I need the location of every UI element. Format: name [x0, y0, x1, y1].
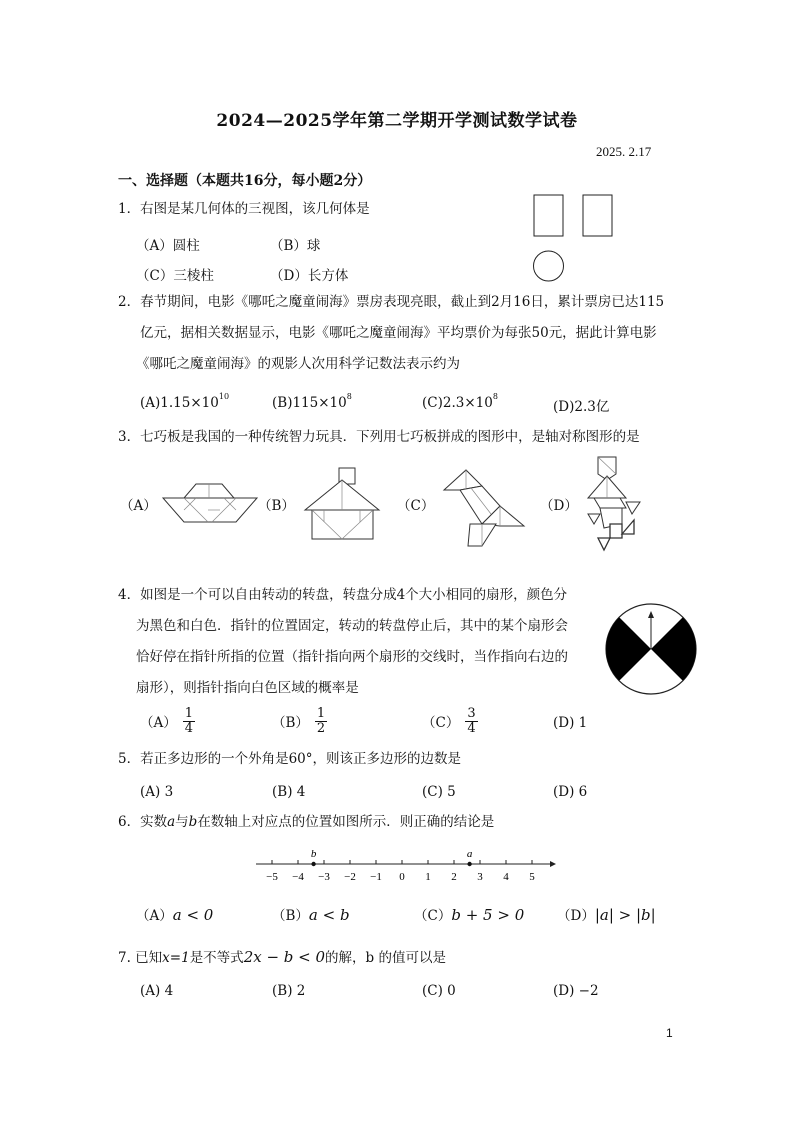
q4-option-a[interactable]: （A） $\frac{1}{4}$ — [140, 706, 194, 736]
exam-title: 2024—2025学年第二学期开学测试数学试卷 — [216, 111, 578, 131]
question-2-line-3: 《哪吒之魔童闹海》的观影人次用科学记数法表示约为 — [136, 356, 460, 372]
top-view-circle — [534, 251, 564, 281]
q2-option-b[interactable]: $(B)115\times 10^8$ — [272, 392, 352, 411]
axis-tick-label: 2 — [451, 871, 457, 883]
tangram-house-figure — [300, 464, 384, 544]
page-number: 1 — [666, 1026, 673, 1040]
axis-tick-label: −3 — [318, 871, 330, 883]
q6-option-c[interactable]: （C）b + 5 > 0 — [414, 906, 525, 924]
axis-tick-label: −5 — [266, 871, 278, 883]
tangram-boat-figure — [160, 474, 260, 526]
q1-option-a[interactable]: （A）圆柱 — [136, 238, 200, 254]
question-4-line-3: 恰好停在指针所指的位置（指针指向两个扇形的交线时，当作指向右边的 — [136, 649, 568, 665]
q6-option-d[interactable]: （D）|a| > |b| — [557, 906, 656, 924]
spinner-figure — [604, 602, 698, 696]
front-view-rect — [534, 195, 563, 236]
axis-tick-label: 1 — [425, 871, 431, 883]
exam-date: 2025. 2.17 — [596, 144, 652, 159]
question-7-text: 7. 已知x=1是不等式2x − b < 0的解，b 的值可以是 — [118, 948, 446, 966]
q3-option-c-label[interactable]: （C） — [397, 498, 435, 514]
q5-option-a[interactable]: (A) 3 — [140, 784, 174, 800]
point-b-label: b — [310, 848, 317, 860]
question-4-line-2: 为黑色和白色．指针的位置固定，转动的转盘停止后，其中的某个扇形会 — [136, 618, 568, 634]
q7-option-b[interactable]: (B) 2 — [272, 983, 306, 999]
q1-option-d[interactable]: （D）长方体 — [270, 268, 349, 284]
axis-tick-label: 4 — [503, 871, 509, 883]
q3-option-a-label[interactable]: （A） — [120, 498, 157, 514]
axis-tick-label: −2 — [344, 871, 356, 883]
point-b — [311, 862, 315, 866]
question-6-text: 6．实数a与b在数轴上对应点的位置如图所示．则正确的结论是 — [118, 814, 495, 830]
question-5-text: 5．若正多边形的一个外角是60°，则该正多边形的边数是 — [118, 751, 462, 767]
q2-option-d[interactable]: (D)2.3亿 — [553, 399, 610, 415]
q5-option-b[interactable]: (B) 4 — [272, 784, 306, 800]
question-1-text: 1．右图是某几何体的三视图，该几何体是 — [118, 201, 370, 217]
side-view-rect — [583, 195, 612, 236]
axis-tick-label: −1 — [370, 871, 382, 883]
axis-tick-label: −4 — [292, 871, 304, 883]
q6-option-b[interactable]: （B）a < b — [272, 906, 350, 924]
axis-tick-label: 5 — [529, 871, 535, 883]
number-line — [250, 842, 560, 888]
q4-option-b[interactable]: （B） $\frac{1}{2}$ — [272, 706, 326, 736]
tangram-figure-person — [582, 454, 654, 554]
q5-option-d[interactable]: (D) 6 — [553, 784, 588, 800]
axis-tick-label: 3 — [477, 871, 483, 883]
q5-option-c[interactable]: (C) 5 — [422, 784, 456, 800]
q6-option-a[interactable]: （A）a < 0 — [136, 906, 214, 924]
question-4-line-4: 扇形），则指针指向白色区域的概率是 — [136, 680, 359, 696]
q7-option-c[interactable]: (C) 0 — [422, 983, 456, 999]
q3-option-b-label[interactable]: （B） — [258, 498, 295, 514]
q4-option-d[interactable]: (D) 1 — [553, 715, 588, 731]
axis-arrow-icon — [550, 861, 556, 867]
q3-option-d-label[interactable]: （D） — [540, 498, 578, 514]
q2-option-c[interactable]: $(C)2.3\times 10^8$ — [422, 392, 498, 411]
axis-tick-label: 0 — [399, 871, 405, 883]
question-3-text: 3．七巧板是我国的一种传统智力玩具．下列用七巧板拼成的图形中，是轴对称图形的是 — [118, 429, 640, 445]
tangram-bird-figure — [440, 466, 528, 550]
q7-option-a[interactable]: (A) 4 — [140, 983, 174, 999]
point-a — [467, 862, 471, 866]
question-2-line-2: 亿元，据相关数据显示，电影《哪吒之魔童闹海》平均票价为每张50元，据此计算电影 — [140, 325, 657, 341]
question-2-line-1: 2．春节期间，电影《哪吒之魔童闹海》票房表现亮眼，截止到2月16日，累计票房已达115 — [118, 294, 665, 310]
q4-option-c[interactable]: （C） $\frac{3}{4}$ — [422, 706, 476, 736]
q1-option-c[interactable]: （C）三棱柱 — [136, 268, 214, 284]
question-4-line-1: 4．如图是一个可以自由转动的转盘，转盘分成4个大小相同的扇形，颜色分 — [118, 587, 568, 603]
q2-option-a[interactable]: $(A)1.15\times 10^{10}$ — [140, 392, 230, 411]
three-views-figure — [528, 190, 618, 286]
point-a-label: a — [466, 848, 473, 860]
q1-option-b[interactable]: （B）球 — [270, 238, 321, 254]
q7-option-d[interactable]: (D) −2 — [553, 983, 599, 999]
section-heading: 一、选择题（本题共16分，每小题2分） — [118, 173, 372, 189]
